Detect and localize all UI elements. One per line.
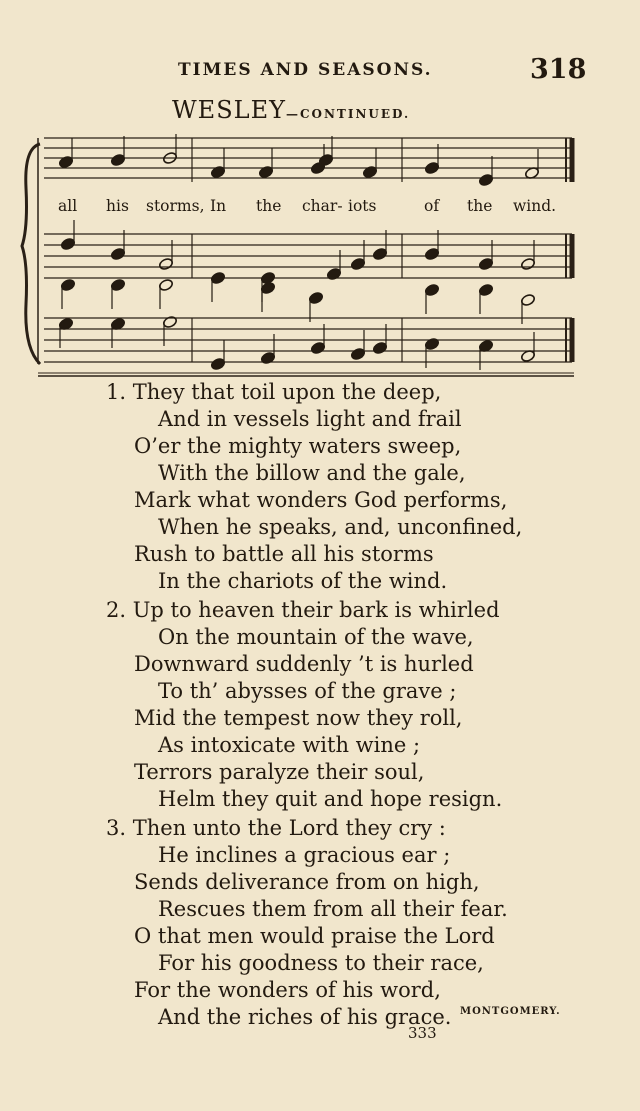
music-score [0,128,640,378]
tune-name: WESLEY [172,96,286,124]
lyric-syllable: his [106,197,129,215]
stanza-line: When he speaks, and, unconfined, [158,515,523,539]
stanza-line: Helm they quit and hope resign. [158,787,503,811]
stanza-number: 3. [106,816,127,840]
verse-text: Then unto the Lord they cry : [132,816,446,840]
stanza-line: For the wonders of his word, [134,978,441,1002]
stanza-number: 2. [106,598,127,622]
stanza-line: Rescues them from all their fear. [158,897,508,921]
tune-continued-label: —CONTINUED. [285,107,411,121]
stanza-line [106,816,446,840]
stanza-line: To th’ abysses of the grave ; [158,679,457,703]
lyric-syllable: the [256,197,282,215]
verse-text: Up to heaven their bark is whirled [132,598,500,622]
lyric-syllable: char- [302,197,343,215]
verse-text: They that toil upon the deep, [132,380,442,404]
lyric-syllable: of [424,197,440,215]
stanza-line: On the mountain of the wave, [158,625,474,649]
stanza-line: With the billow and the gale, [158,461,466,485]
lyric-syllable: wind. [513,197,557,215]
stanza-line: And in vessels light and frail [158,407,462,431]
stanza-line: Mark what wonders God performs, [134,488,508,512]
stanza-line: Sends deliverance from on high, [134,870,480,894]
stanza-line: Mid the tempest now they roll, [134,706,463,730]
stanza-line [106,380,441,404]
running-head: TIMES AND SEASONS. [178,60,433,80]
lyric-underlay [0,197,640,221]
lyric-syllable: iots [348,197,377,215]
stanza-line: For his goodness to their race, [158,951,484,975]
lyric-syllable: the [467,197,493,215]
page-signature: 333 [408,1024,437,1042]
lyric-syllable: In [210,197,227,215]
lyric-syllable: storms, [146,197,205,215]
stanza-line: And the riches of his grace. [158,1005,452,1029]
stanza-line: O’er the mighty waters sweep, [134,434,462,458]
stanza-line: Downward suddenly ’t is hurled [134,652,474,676]
stanza-line: In the chariots of the wind. [158,569,448,593]
stanza-line: O that men would praise the Lord [134,924,495,948]
stanza-line: Rush to battle all his storms [134,542,434,566]
lyric-syllable: all [58,197,78,215]
stanza-line: Terrors paralyze their soul, [134,760,425,784]
author-attribution: MONTGOMERY. [460,1006,561,1017]
stanza-line: He inclines a gracious ear ; [158,843,451,867]
tune-title [172,96,410,124]
stanza-line: As intoxicate with wine ; [158,733,421,757]
stanza-line [106,598,500,622]
stanza-number: 1. [106,380,127,404]
page-number: 318 [530,54,587,85]
